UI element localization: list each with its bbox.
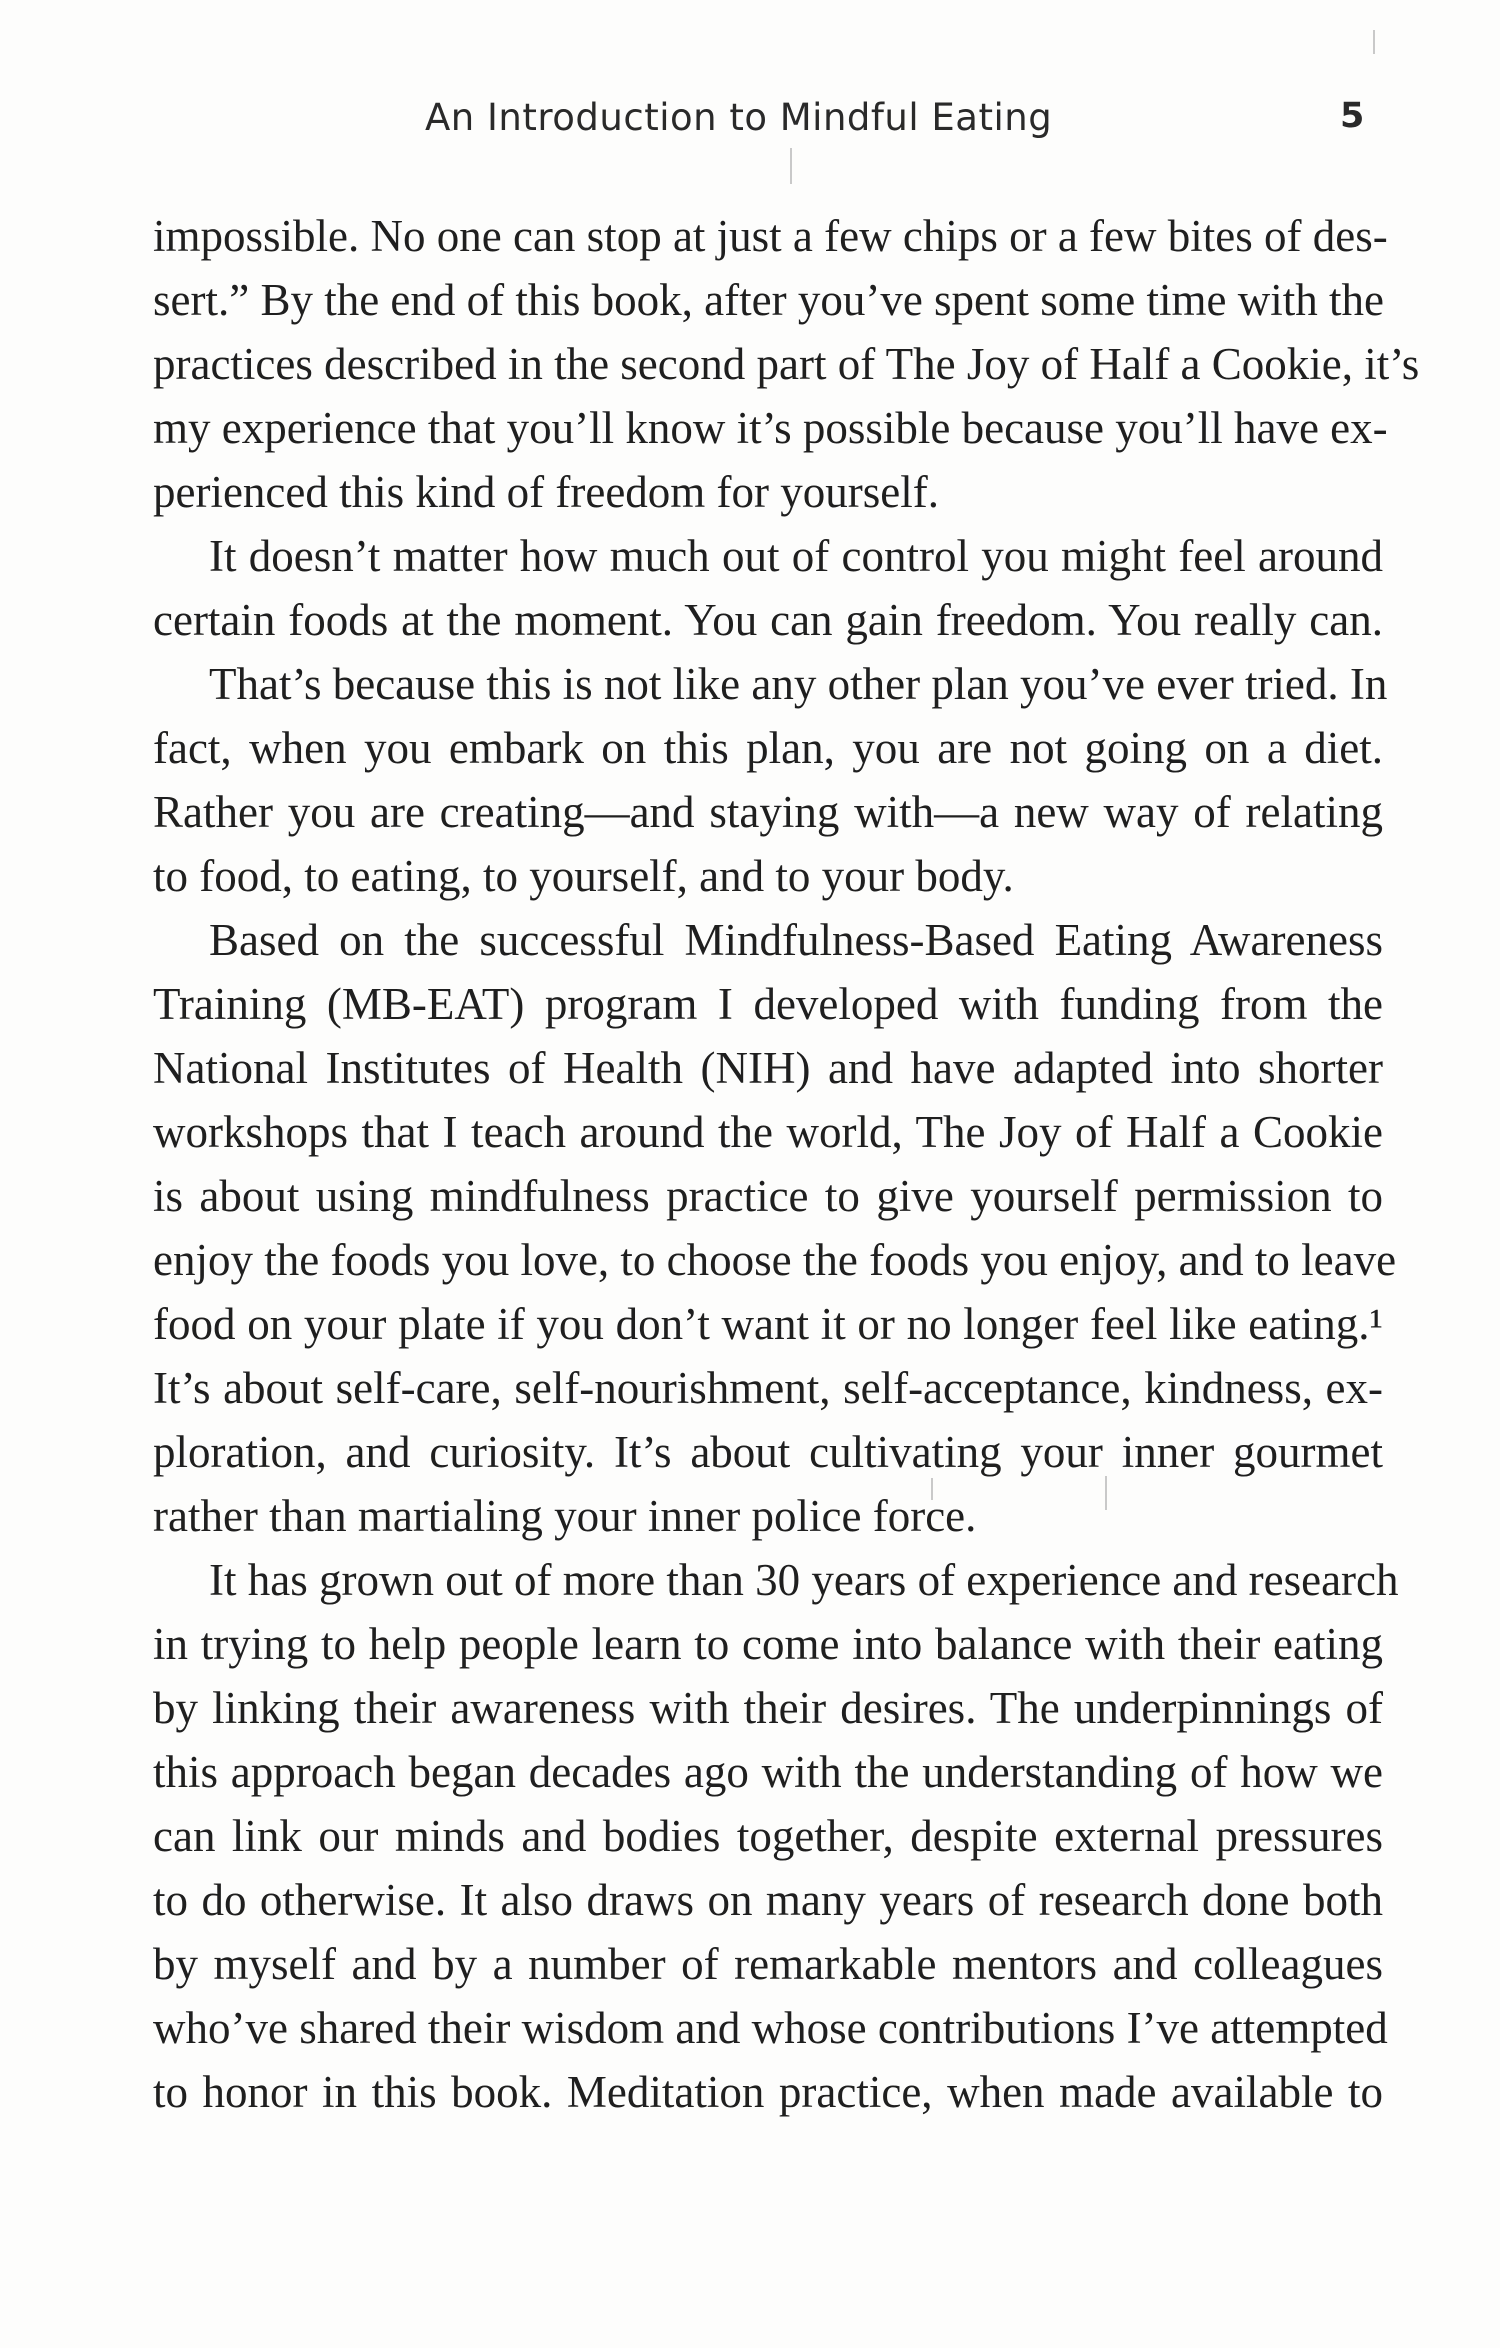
running-head [0, 96, 1500, 156]
text-line: to do otherwise. It also draws on many years of research done both [153, 1875, 1383, 1925]
running-title: An Introduction to Mindful Eating [425, 96, 1053, 139]
text-line: to honor in this book. Meditation practice, when made available to [153, 2067, 1383, 2117]
text-line: It’s about self-care, self-nourishment, self-acceptance, kindness, ex- [153, 1363, 1383, 1413]
text-line: practices described in the second part of The Joy of Half a Cookie, it’s [153, 339, 1420, 389]
text-line: to food, to eating, to yourself, and to your body. [153, 851, 1014, 901]
body-text [153, 204, 1420, 2124]
text-line: in trying to help people learn to come into balance with their eating [153, 1619, 1383, 1669]
text-line: is about using mindfulness practice to give yourself permission to [153, 1171, 1383, 1221]
text-line: fact, when you embark on this plan, you are not going on a diet. [153, 723, 1383, 773]
text-line: who’ve shared their wisdom and whose contributions I’ve attempted [153, 2003, 1388, 2053]
text-line: by linking their awareness with their desires. The underpinnings of [153, 1683, 1383, 1733]
text-line: sert.” By the end of this book, after you’ve spent some time with the [153, 275, 1384, 325]
page-number: 5 [1340, 96, 1365, 136]
text-line: It has grown out of more than 30 years of experience and research [209, 1555, 1399, 1605]
text-line: It doesn’t matter how much out of control you might feel around [209, 531, 1383, 581]
text-line: Training (MB-EAT) program I developed with funding from the [153, 979, 1383, 1029]
text-line: Rather you are creating—and staying with—a new way of relating [153, 787, 1383, 837]
text-line: workshops that I teach around the world, The Joy of Half a Cookie [153, 1107, 1383, 1157]
scan-mark [1373, 30, 1375, 54]
text-line: by myself and by a number of remarkable mentors and colleagues [153, 1939, 1383, 1989]
text-line: impossible. No one can stop at just a few chips or a few bites of des- [153, 211, 1388, 261]
text-line: ploration, and curiosity. It’s about cultivating your inner gourmet [153, 1427, 1383, 1477]
text-line: my experience that you’ll know it’s possible because you’ll have ex- [153, 403, 1388, 453]
text-line: National Institutes of Health (NIH) and have adapted into shorter [153, 1043, 1383, 1093]
text-line: can link our minds and bodies together, despite external pressures [153, 1811, 1383, 1861]
text-line: perienced this kind of freedom for yourself. [153, 467, 939, 517]
text-line: certain foods at the moment. You can gain freedom. You really can. [153, 595, 1383, 645]
text-line: Based on the successful Mindfulness-Based Eating Awareness [209, 915, 1383, 965]
text-line: That’s because this is not like any other plan you’ve ever tried. In [209, 659, 1388, 709]
text-line: enjoy the foods you love, to choose the foods you enjoy, and to leave [153, 1235, 1397, 1285]
text-line: food on your plate if you don’t want it or no longer feel like eating.¹ [153, 1299, 1383, 1349]
text-line: rather than martialing your inner police force. [153, 1491, 977, 1541]
text-line: this approach began decades ago with the understanding of how we [153, 1747, 1383, 1797]
